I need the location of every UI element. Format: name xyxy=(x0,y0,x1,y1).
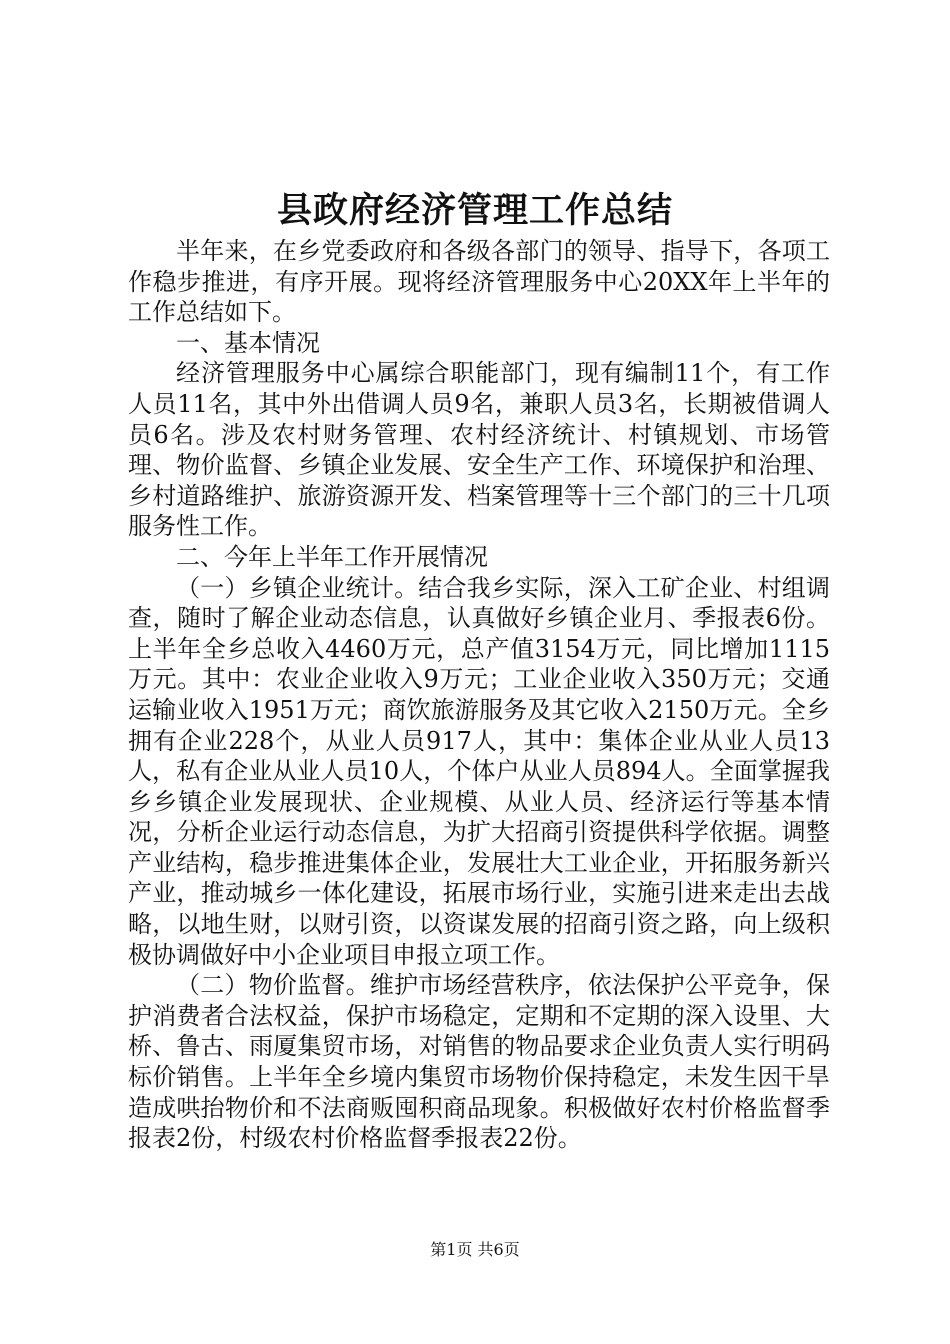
enterprise-statistics-paragraph: （一）乡镇企业统计。结合我乡实际，深入工矿企业、村组调查，随时了解企业动态信息，认真做好乡镇企业月、季报表6份。上半年全乡总收入4460万元，总产值3154万元，同比增加1115万元。其中：农业企业收入9万元；工业企业收入350万元；交通运输业收入1951万元；商饮旅游服务及其它收入2150万元。全乡拥有企业228个，从业人员917人，其中：集体企业从业人员13人，私有企业从业人员10人，个体户从业人员894人。全面掌握我乡乡镇企业发展现状、企业规模、从业人员、经济运行等基本情况，分析企业运行动态信息，为扩大招商引资提供科学依据。调整产业结构，稳步推进集体企业，发展壮大工业企业，开拓服务新兴产业，推动城乡一体化建设，拓展市场行业，实施引进来走出去战略，以地生财，以财引资，以资谋发展的招商引资之路，向上级积极协调做好中小企业项目申报立项工作。 xyxy=(128,573,830,969)
price-supervision-paragraph: （二）物价监督。维护市场经营秩序，依法保护公平竞争，保护消费者合法权益，保护市场稳定，定期和不定期的深入设里、大桥、鲁古、雨厦集贸市场，对销售的物品要求企业负责人实行明码标价销售。上半年全乡境内集贸市场物价保持稳定，未发生因干旱造成哄抬物价和不法商贩囤积商品现象。积极做好农村价格监督季报表2份，村级农村价格监督季报表22份。 xyxy=(128,971,830,1153)
basic-info-paragraph: 经济管理服务中心属综合职能部门，现有编制11个，有工作人员11名，其中外出借调人员9名，兼职人员3名，长期被借调人员6名。涉及农村财务管理、农村经济统计、村镇规划、市场管理、物价监督、乡镇企业发展、安全生产工作、环境保护和治理、乡村道路维护、旅游资源开发、档案管理等十三个部门的三十几项服务性工作。 xyxy=(128,359,830,541)
intro-paragraph: 半年来，在乡党委政府和各级各部门的领导、指导下，各项工作稳步推进，有序开展。现将经济管理服务中心20XX年上半年的工作总结如下。 xyxy=(128,237,830,327)
section-heading-basic: 一、基本情况 xyxy=(176,328,320,357)
page-number: 第1页 共6页 xyxy=(430,1240,520,1259)
document-body xyxy=(128,236,830,1154)
document-title: 县政府经济管理工作总结 xyxy=(276,190,673,231)
section-heading-progress: 二、今年上半年工作开展情况 xyxy=(176,542,488,571)
